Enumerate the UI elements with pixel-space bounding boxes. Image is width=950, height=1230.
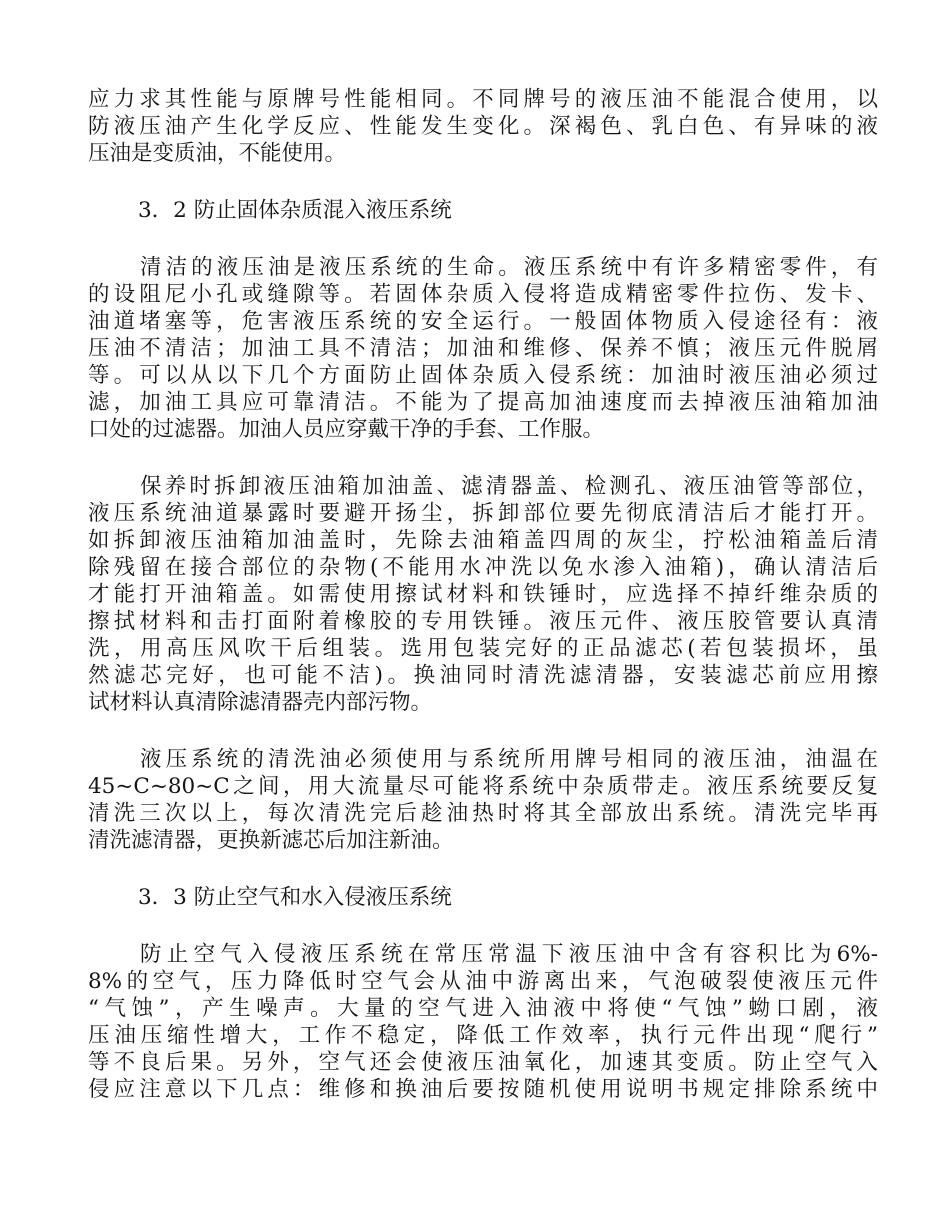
text-line: 等。可以从以下几个方面防止固体杂质入侵系统：加油时液压油必须过	[88, 363, 878, 388]
text-line: 如拆卸液压油箱加油盖时，先除去油箱盖四周的灰尘，拧松油箱盖后清	[88, 528, 878, 553]
section-heading-3-3	[88, 884, 878, 911]
text-line: 然滤芯完好，也可能不洁)。换油同时清洗滤清器，安装滤芯前应用擦	[88, 663, 878, 688]
text-line: 侵应注意以下几点：维修和换油后要按随机使用说明书规定排除系统中	[88, 1077, 878, 1102]
paragraph-oil-selection	[88, 86, 878, 167]
text-line: 应力求其性能与原牌号性能相同。不同牌号的液压油不能混合使用，以	[88, 87, 878, 112]
document-page	[88, 86, 878, 1103]
text-line: 压油是变质油，不能使用。	[88, 141, 347, 166]
text-line: 口处的过滤器。加油人员应穿戴干净的手套、工作服。	[88, 417, 605, 442]
paragraph-air-intrusion	[88, 941, 878, 1103]
paragraph-maintenance	[88, 473, 878, 716]
heading-text: 3．2 防止固体杂质混入液压系统	[138, 198, 452, 223]
text-line: 45~C~80~C之间，用大流量尽可能将系统中杂质带走。液压系统要反复	[88, 774, 878, 799]
text-line: 擦拭材料和击打面附着橡胶的专用铁锤。液压元件、液压胶管要认真清	[88, 609, 878, 634]
text-line: 防液压油产生化学反应、性能发生变化。深褐色、乳白色、有异味的液	[88, 114, 878, 139]
heading-text: 3．3 防止空气和水入侵液压系统	[138, 885, 452, 910]
text-line: 8%的空气，压力降低时空气会从油中游离出来，气泡破裂使液压元件	[88, 969, 878, 994]
text-line: 试材料认真清除滤清器壳内部污物。	[88, 690, 433, 715]
text-line: “气蚀”，产生噪声。大量的空气进入油液中将使“气蚀”蚴口剧，液	[88, 996, 878, 1021]
paragraph-clean-oil	[88, 254, 878, 443]
text-line: 的设阻尼小孔或缝隙等。若固体杂质入侵将造成精密零件拉伤、发卡、	[88, 282, 878, 307]
text-line: 压油不清洁；加油工具不清洁；加油和维修、保养不慎；液压元件脱屑	[88, 336, 878, 361]
text-line: 清洁的液压油是液压系统的生命。液压系统中有许多精密零件，有	[140, 255, 878, 280]
paragraph-flushing-oil	[88, 746, 878, 854]
text-line: 清洗三次以上，每次清洗完后趁油热时将其全部放出系统。清洗完毕再	[88, 801, 878, 826]
text-line: 除残留在接合部位的杂物(不能用水冲洗以免水渗入油箱)，确认清洁后	[88, 555, 878, 580]
text-line: 压油压缩性增大，工作不稳定，降低工作效率，执行元件出现“爬行”	[88, 1023, 878, 1048]
text-line: 等不良后果。另外，空气还会使液压油氧化，加速其变质。防止空气入	[88, 1050, 878, 1075]
text-line: 液压系统油道暴露时要避开扬尘，拆卸部位要先彻底清洁后才能打开。	[88, 501, 878, 526]
section-heading-3-2	[88, 197, 878, 224]
text-line: 清洗滤清器，更换新滤芯后加注新油。	[88, 828, 454, 853]
text-line: 才能打开油箱盖。如需使用擦试材料和铁锤时，应选择不掉纤维杂质的	[88, 582, 878, 607]
text-line: 液压系统的清洗油必须使用与系统所用牌号相同的液压油，油温在	[140, 747, 878, 772]
text-line: 油道堵塞等，危害液压系统的安全运行。一般固体物质入侵途径有：液	[88, 309, 878, 334]
text-line: 防止空气入侵液压系统在常压常温下液压油中含有容积比为6%-	[140, 942, 878, 967]
text-line: 洗，用高压风吹干后组装。选用包装完好的正品滤芯(若包装损坏，虽	[88, 636, 878, 661]
text-line: 滤，加油工具应可靠清洁。不能为了提高加油速度而去掉液压油箱加油	[88, 390, 878, 415]
text-line: 保养时拆卸液压油箱加油盖、滤清器盖、检测孔、液压油管等部位，	[140, 474, 878, 499]
